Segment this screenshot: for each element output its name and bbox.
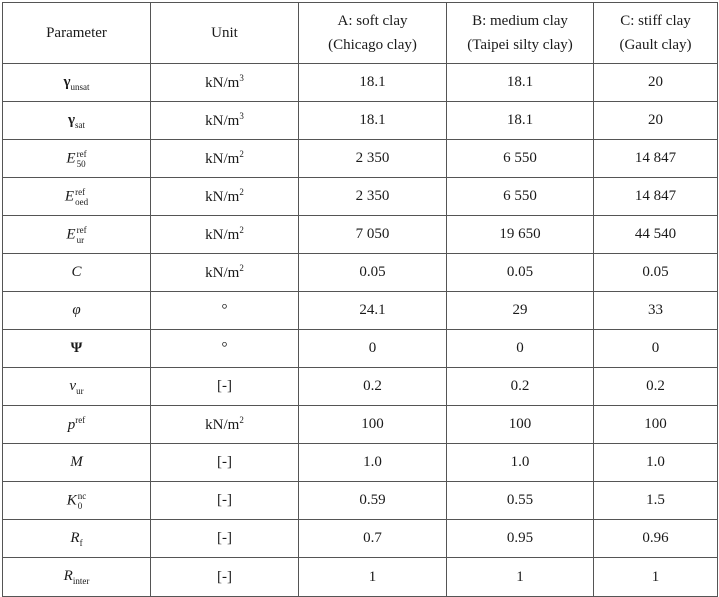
unit-cell (151, 102, 299, 140)
unit-cell (151, 64, 299, 102)
parameter-cell (3, 292, 151, 330)
unit-text: kN/m (205, 113, 240, 129)
unit-text: [-] (217, 568, 232, 585)
parameter-superscript: ref (75, 186, 86, 197)
parameter-script-stack (75, 187, 88, 207)
unit-superscript: 2 (239, 263, 244, 273)
parameter-symbol: ν (69, 377, 77, 394)
parameter-script-stack (78, 491, 87, 511)
parameter-table (2, 2, 718, 597)
parameter-cell (3, 482, 151, 520)
header-unit: Unit (151, 3, 299, 64)
value-cell-stiff-clay: 14 847 (594, 140, 718, 178)
value-cell-stiff-clay: 14 847 (594, 178, 718, 216)
value-cell-stiff-clay: 33 (594, 292, 718, 330)
value-cell-medium-clay: 19 650 (447, 216, 594, 254)
value-cell-medium-clay: 0.55 (447, 482, 594, 520)
unit-cell (151, 482, 299, 520)
table-row (3, 444, 718, 482)
parameter-symbol: C (71, 264, 82, 280)
parameter-script-stack (77, 225, 87, 245)
parameter-script-stack (77, 149, 87, 169)
parameter-cell (3, 368, 151, 406)
unit-cell (151, 406, 299, 444)
parameter-symbol: K (66, 491, 77, 508)
table-row (3, 368, 718, 406)
parameter-symbol: E (66, 149, 76, 166)
table-row (3, 482, 718, 520)
value-cell-medium-clay: 0.05 (447, 254, 594, 292)
unit-superscript: 3 (239, 111, 244, 121)
value-cell-medium-clay: 18.1 (447, 102, 594, 140)
value-cell-soft-clay: 7 050 (299, 216, 447, 254)
value-cell-stiff-clay: 100 (594, 406, 718, 444)
value-cell-soft-clay: 1 (299, 558, 447, 597)
unit-cell (151, 254, 299, 292)
value-cell-soft-clay: 0.05 (299, 254, 447, 292)
table-row (3, 140, 718, 178)
parameter-subscript: 50 (76, 158, 86, 169)
header-parameter: Parameter (3, 3, 151, 64)
parameter-cell (3, 406, 151, 444)
parameter-subscript: 0 (77, 500, 83, 511)
parameter-symbol: γ (63, 73, 71, 90)
header-column-b-line1: B: medium clay (472, 13, 568, 29)
value-cell-medium-clay: 1 (447, 558, 594, 597)
value-cell-stiff-clay: 20 (594, 64, 718, 102)
value-cell-medium-clay: 100 (447, 406, 594, 444)
parameter-cell (3, 520, 151, 558)
table-body (3, 64, 718, 597)
value-cell-stiff-clay: 1 (594, 558, 718, 597)
header-column-a-line1: A: soft clay (337, 13, 408, 29)
parameter-subscript: inter (72, 576, 90, 586)
parameter-cell (3, 254, 151, 292)
parameter-table-container (2, 2, 718, 597)
header-column-c-line2: (Gault clay) (619, 37, 692, 53)
value-cell-soft-clay: 2 350 (299, 140, 447, 178)
unit-cell (151, 330, 299, 368)
value-cell-medium-clay: 18.1 (447, 64, 594, 102)
unit-text: kN/m (205, 227, 240, 243)
value-cell-stiff-clay: 44 540 (594, 216, 718, 254)
table-row (3, 330, 718, 368)
value-cell-stiff-clay: 20 (594, 102, 718, 140)
parameter-symbol: E (64, 187, 75, 204)
value-cell-stiff-clay: 0.2 (594, 368, 718, 406)
parameter-cell (3, 216, 151, 254)
value-cell-soft-clay: 1.0 (299, 444, 447, 482)
table-row (3, 520, 718, 558)
unit-superscript: 2 (239, 225, 244, 235)
unit-text: kN/m (205, 75, 240, 91)
unit-text: [-] (217, 492, 232, 508)
header-column-c-line1: C: stiff clay (620, 13, 691, 29)
unit-text: kN/m (205, 189, 240, 205)
unit-cell (151, 140, 299, 178)
header-column-a (299, 3, 447, 64)
value-cell-soft-clay: 0.7 (299, 520, 447, 558)
parameter-cell (3, 102, 151, 140)
value-cell-soft-clay: 0.59 (299, 482, 447, 520)
unit-cell (151, 216, 299, 254)
value-cell-medium-clay: 0 (447, 330, 594, 368)
parameter-symbol: p (67, 417, 76, 433)
header-column-a-line2: (Chicago clay) (328, 37, 417, 53)
parameter-symbol: R (63, 568, 73, 584)
parameter-symbol: γ (67, 111, 76, 128)
parameter-subscript: ur (76, 385, 84, 396)
parameter-superscript: ref (75, 415, 86, 425)
value-cell-stiff-clay: 0.05 (594, 254, 718, 292)
value-cell-medium-clay: 0.2 (447, 368, 594, 406)
parameter-subscript: f (79, 537, 83, 548)
parameter-cell (3, 64, 151, 102)
unit-cell (151, 292, 299, 330)
parameter-symbol: φ (72, 302, 81, 318)
unit-text: kN/m (205, 151, 240, 167)
value-cell-medium-clay: 6 550 (447, 178, 594, 216)
value-cell-stiff-clay: 1.5 (594, 482, 718, 520)
parameter-cell (3, 140, 151, 178)
value-cell-medium-clay: 1.0 (447, 444, 594, 482)
parameter-subscript: ur (76, 234, 85, 245)
unit-cell (151, 444, 299, 482)
unit-superscript: 2 (239, 149, 244, 159)
unit-cell (151, 178, 299, 216)
parameter-superscript: nc (77, 490, 87, 501)
unit-cell (151, 520, 299, 558)
table-row (3, 102, 718, 140)
header-column-b-line2: (Taipei silty clay) (467, 37, 573, 53)
value-cell-soft-clay: 0 (299, 330, 447, 368)
unit-text: ° (221, 340, 228, 356)
parameter-subscript: unsat (70, 81, 90, 92)
value-cell-medium-clay: 6 550 (447, 140, 594, 178)
header-row (3, 3, 718, 64)
value-cell-medium-clay: 0.95 (447, 520, 594, 558)
parameter-cell (3, 330, 151, 368)
unit-cell (151, 368, 299, 406)
value-cell-soft-clay: 2 350 (299, 178, 447, 216)
header-column-c (594, 3, 718, 64)
value-cell-medium-clay: 29 (447, 292, 594, 330)
parameter-superscript: ref (76, 224, 87, 235)
unit-text: kN/m (205, 265, 240, 281)
value-cell-soft-clay: 0.2 (299, 368, 447, 406)
unit-text: [-] (217, 378, 232, 394)
value-cell-soft-clay: 18.1 (299, 102, 447, 140)
value-cell-stiff-clay: 0.96 (594, 520, 718, 558)
unit-text: kN/m (205, 417, 240, 433)
parameter-subscript: sat (75, 119, 86, 130)
parameter-cell (3, 178, 151, 216)
parameter-symbol: R (70, 529, 80, 546)
unit-text: [-] (217, 530, 232, 546)
table-row (3, 292, 718, 330)
unit-text: ° (221, 302, 228, 318)
unit-superscript: 2 (239, 187, 244, 197)
table-row (3, 254, 718, 292)
value-cell-stiff-clay: 1.0 (594, 444, 718, 482)
header-column-b (447, 3, 594, 64)
value-cell-stiff-clay: 0 (594, 330, 718, 368)
table-row (3, 64, 718, 102)
parameter-cell (3, 444, 151, 482)
parameter-subscript: oed (75, 196, 89, 207)
parameter-superscript: ref (76, 148, 87, 159)
parameter-symbol: Ψ (70, 340, 83, 356)
unit-superscript: 2 (239, 415, 244, 425)
value-cell-soft-clay: 24.1 (299, 292, 447, 330)
parameter-symbol: M (70, 454, 83, 470)
unit-superscript: 3 (239, 73, 244, 83)
value-cell-soft-clay: 18.1 (299, 64, 447, 102)
unit-text: [-] (217, 454, 232, 470)
value-cell-soft-clay: 100 (299, 406, 447, 444)
parameter-symbol: E (66, 225, 76, 242)
table-row (3, 178, 718, 216)
table-row (3, 216, 718, 254)
table-row (3, 406, 718, 444)
